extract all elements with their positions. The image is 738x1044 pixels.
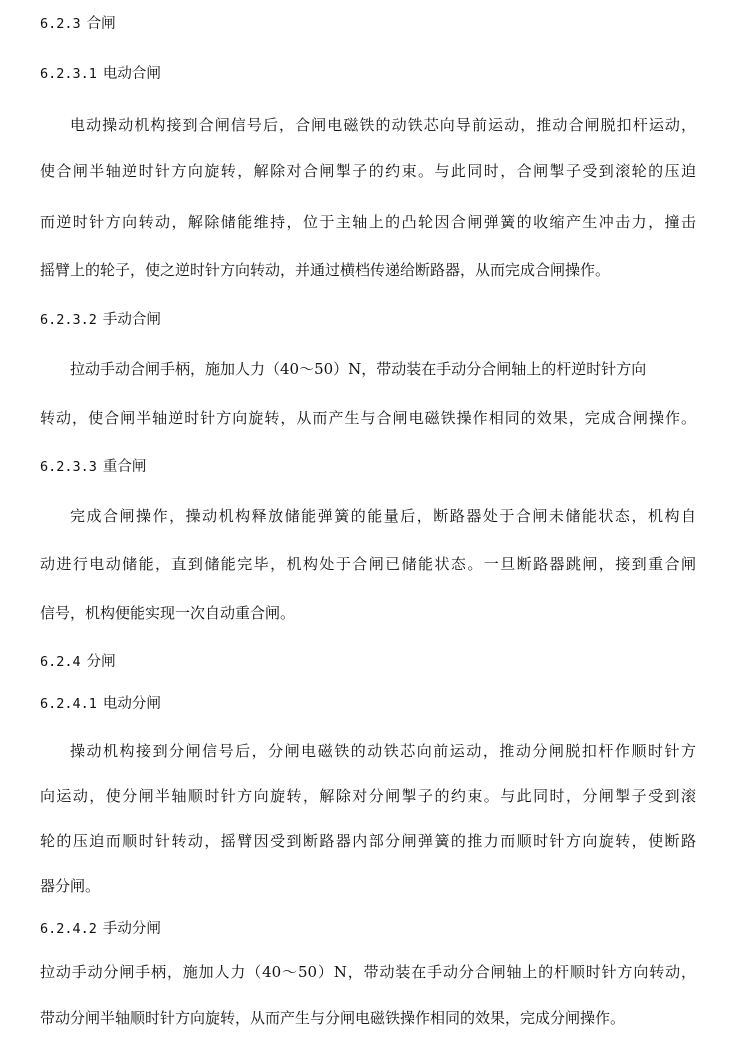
section-number: 6.2.3.1 [40, 66, 97, 82]
section-title: 合闸 [86, 16, 116, 32]
paragraph-line: 带动分闸半轴顺时针方向旋转，从而产生与分闸电磁铁操作相同的效果，完成分闸操作。 [40, 1009, 626, 1027]
paragraph-line: 器分闸。 [40, 877, 101, 895]
paragraph-line: 摇臂上的轮子，使之逆时针方向转动，并通过横档传递给断路器，从而完成合闸操作。 [40, 261, 611, 279]
section-title: 重合闸 [102, 459, 147, 475]
paragraph-line: 动进行电动储能，直到储能完毕，机构处于合闸已储能状态。一旦断路器跳闸，接到重合闸 [40, 555, 696, 573]
paragraph-line: 转动，使合闸半轴逆时针方向旋转，从而产生与合闸电磁铁操作相同的效果，完成合闸操作。 [40, 409, 696, 427]
section-number: 6.2.4 [40, 654, 81, 670]
section-heading-6-2-3-2 [40, 310, 161, 330]
section-title: 电动分闸 [102, 696, 161, 712]
paragraph-line: 而逆时针方向转动，解除储能维持，位于主轴上的凸轮因合闸弹簧的收缩产生冲击力，撞击 [40, 213, 696, 231]
paragraph-line: 信号，机构便能实现一次自动重合闸。 [40, 604, 296, 622]
paragraph-line: 操动机构接到分闸信号后，分闸电磁铁的动铁芯向前运动，推动分闸脱扣杆作顺时针方 [70, 742, 696, 760]
paragraph-line: 使合闸半轴逆时针方向旋转，解除对合闸掣子的约束。与此同时，合闸掣子受到滚轮的压迫 [40, 162, 696, 180]
section-number: 6.2.3 [40, 16, 81, 32]
section-title: 分闸 [86, 654, 116, 670]
paragraph-line: 向运动，使分闸半轴顺时针方向旋转，解除对分闸掣子的约束。与此同时，分闸掣子受到滚 [40, 787, 696, 805]
paragraph-line: 轮的压迫而顺时针转动，摇臂因受到断路器内部分闸弹簧的推力而顺时针方向旋转，使断路 [40, 832, 696, 850]
section-heading-6-2-4-2 [40, 919, 161, 939]
section-number: 6.2.3.3 [40, 459, 97, 475]
section-heading-6-2-3-1 [40, 64, 161, 84]
paragraph-line: 完成合闸操作，操动机构释放储能弹簧的能量后，断路器处于合闸未储能状态，机构自 [70, 507, 696, 525]
section-title: 手动合闸 [102, 312, 161, 328]
section-number: 6.2.4.1 [40, 696, 97, 712]
section-heading-6-2-4 [40, 652, 116, 672]
section-heading-6-2-3-3 [40, 457, 146, 477]
paragraph-line: 拉动手动合闸手柄，施加人力（40～50）N，带动装在手动分合闸轴上的杆逆时针方向 [70, 360, 647, 378]
paragraph-line: 电动操动机构接到合闸信号后，合闸电磁铁的动铁芯向导前运动，推动合闸脱扣杆运动， [70, 116, 696, 134]
section-heading-6-2-4-1 [40, 694, 161, 714]
section-title: 手动分闸 [102, 921, 161, 937]
paragraph-line: 拉动手动分闸手柄，施加人力（40～50）N，带动装在手动分合闸轴上的杆顺时针方向转动， [40, 963, 696, 981]
section-title: 电动合闸 [102, 66, 161, 82]
section-number: 6.2.3.2 [40, 312, 97, 328]
section-number: 6.2.4.2 [40, 921, 97, 937]
section-heading-6-2-3 [40, 14, 116, 34]
